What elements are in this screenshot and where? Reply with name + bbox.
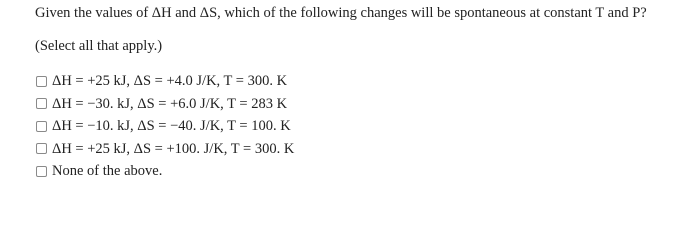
question-text: Given the values of ΔH and ΔS, which of the following changes will be spontaneous at constant T and P? [35, 5, 647, 21]
answer-options-list [36, 70, 294, 183]
option-2-label: ΔH = −30. kJ, ΔS = +6.0 J/K, T = 283 K [52, 95, 288, 112]
select-all-instruction: (Select all that apply.) [35, 38, 163, 54]
option-5[interactable] [36, 160, 294, 183]
checkbox-option-1[interactable] [36, 76, 47, 87]
option-4[interactable] [36, 138, 294, 161]
option-5-label: None of the above. [52, 163, 163, 180]
checkbox-option-2[interactable] [36, 98, 47, 109]
option-4-label: ΔH = +25 kJ, ΔS = +100. J/K, T = 300. K [52, 140, 295, 157]
option-1[interactable] [36, 70, 294, 93]
checkbox-option-5[interactable] [36, 166, 47, 177]
option-3[interactable] [36, 115, 294, 138]
option-1-label: ΔH = +25 kJ, ΔS = +4.0 J/K, T = 300. K [52, 73, 288, 90]
option-2[interactable] [36, 93, 294, 116]
option-3-label: ΔH = −10. kJ, ΔS = −40. J/K, T = 100. K [52, 118, 291, 135]
checkbox-option-4[interactable] [36, 143, 47, 154]
checkbox-option-3[interactable] [36, 121, 47, 132]
